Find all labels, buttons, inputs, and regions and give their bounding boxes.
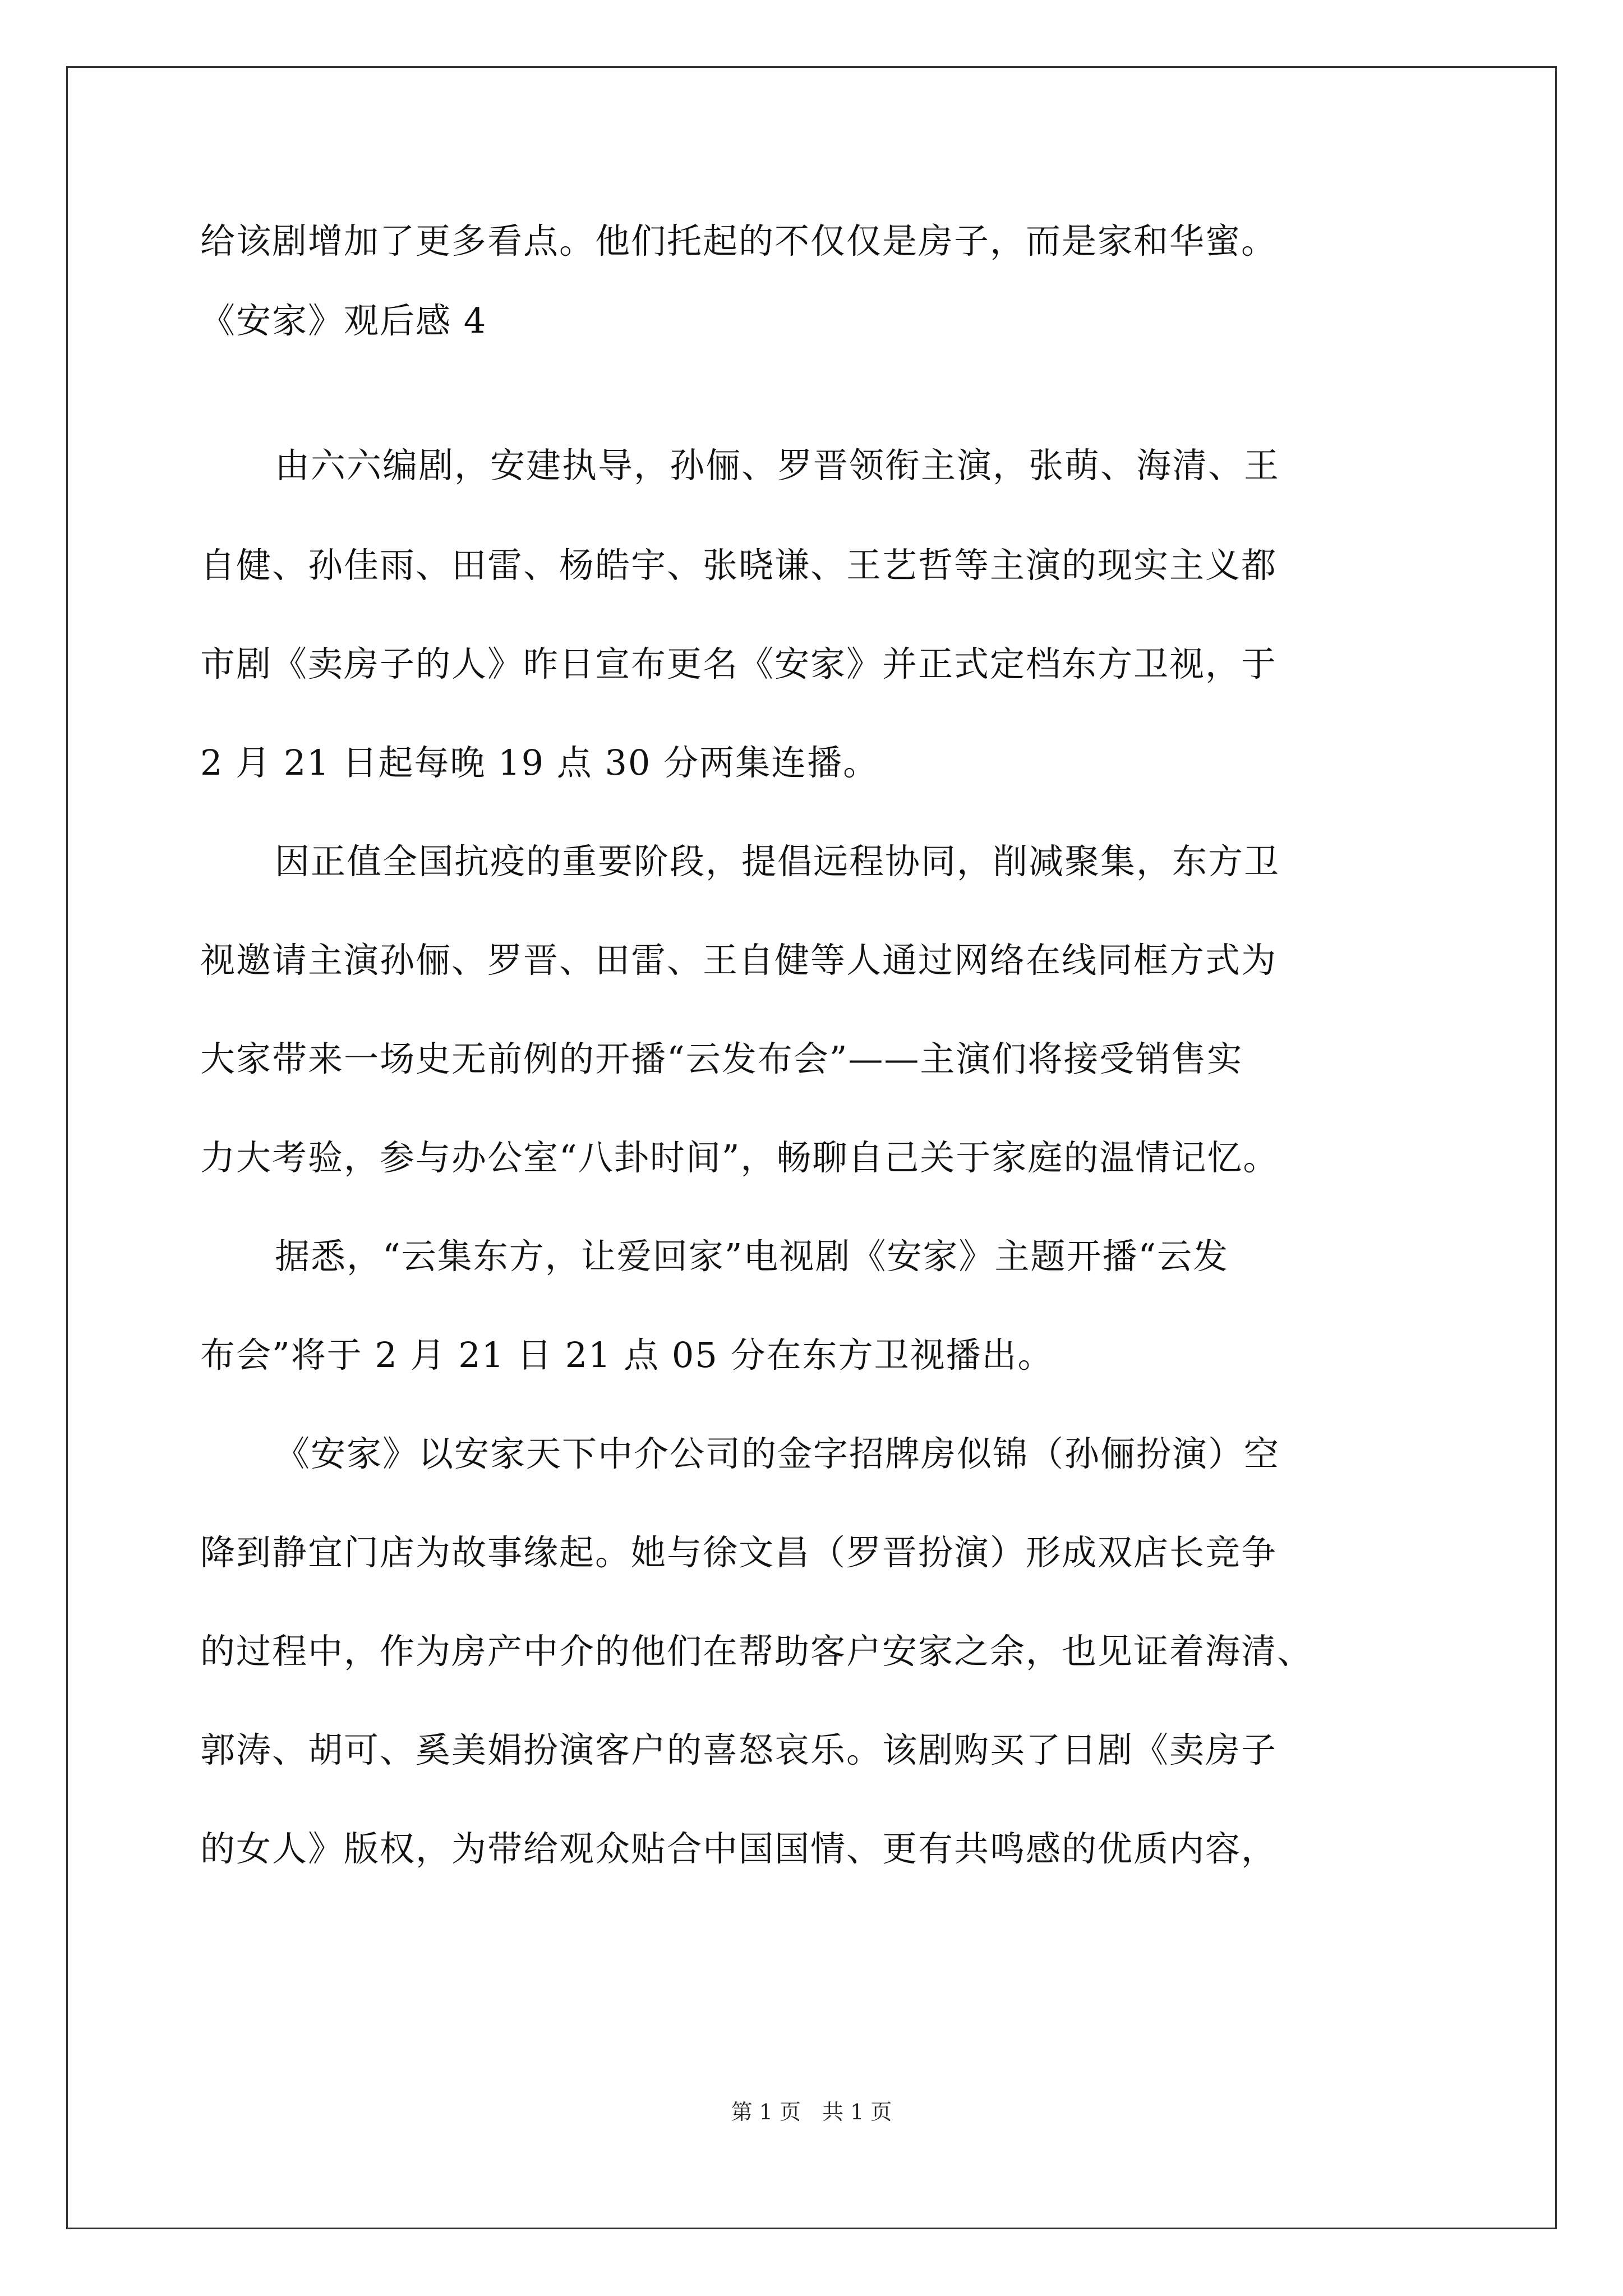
text-line: 的过程中，作为房产中介的他们在帮助客户安家之余，也见证着海清、 [200, 1631, 1313, 1672]
page-number-footer: 第 1 页 共 1 页 [731, 2100, 892, 2124]
text-line: 《安家》以安家天下中介公司的金字招牌房似锦（孙俪扮演）空 [275, 1433, 1280, 1474]
text-line: 由六六编剧，安建执导，孙俪、罗晋领衔主演，张萌、海清、王 [275, 445, 1280, 486]
text-line: 据悉，“云集东方，让爱回家”电视剧《安家》主题开播“云发 [275, 1236, 1229, 1277]
text-line: 力大考验，参与办公室“八卦时间”，畅聊自己关于家庭的温情记忆。 [200, 1137, 1279, 1178]
section-heading: 《安家》观后感 4 [200, 300, 487, 341]
text-line: 降到静宜门店为故事缘起。她与徐文昌（罗晋扮演）形成双店长竞争 [200, 1532, 1278, 1573]
text-line: 市剧《卖房子的人》昨日宣布更名《安家》并正式定档东方卫视，于 [200, 643, 1278, 684]
text-line: 2 月 21 日起每晚 19 点 30 分两集连播。 [200, 742, 879, 783]
text-line: 郭涛、胡可、奚美娟扮演客户的喜怒哀乐。该剧购买了日剧《卖房子 [200, 1729, 1278, 1770]
text-line: 布会”将于 2 月 21 日 21 点 05 分在东方卫视播出。 [200, 1335, 1054, 1375]
text-line: 视邀请主演孙俪、罗晋、田雷、王自健等人通过网络在线同框方式为 [200, 940, 1278, 981]
text-line: 的女人》版权，为带给观众贴合中国国情、更有共鸣感的优质内容， [200, 1828, 1278, 1869]
text-line: 大家带来一场史无前例的开播“云发布会”——主演们将接受销售实 [200, 1038, 1243, 1079]
text-line: 自健、孙佳雨、田雷、杨皓宇、张晓谦、王艺哲等主演的现实主义都 [200, 545, 1278, 586]
text-line: 给该剧增加了更多看点。他们托起的不仅仅是房子，而是家和华蜜。 [200, 220, 1278, 261]
text-line: 因正值全国抗疫的重要阶段，提倡远程协同，削减聚集，东方卫 [275, 841, 1280, 882]
